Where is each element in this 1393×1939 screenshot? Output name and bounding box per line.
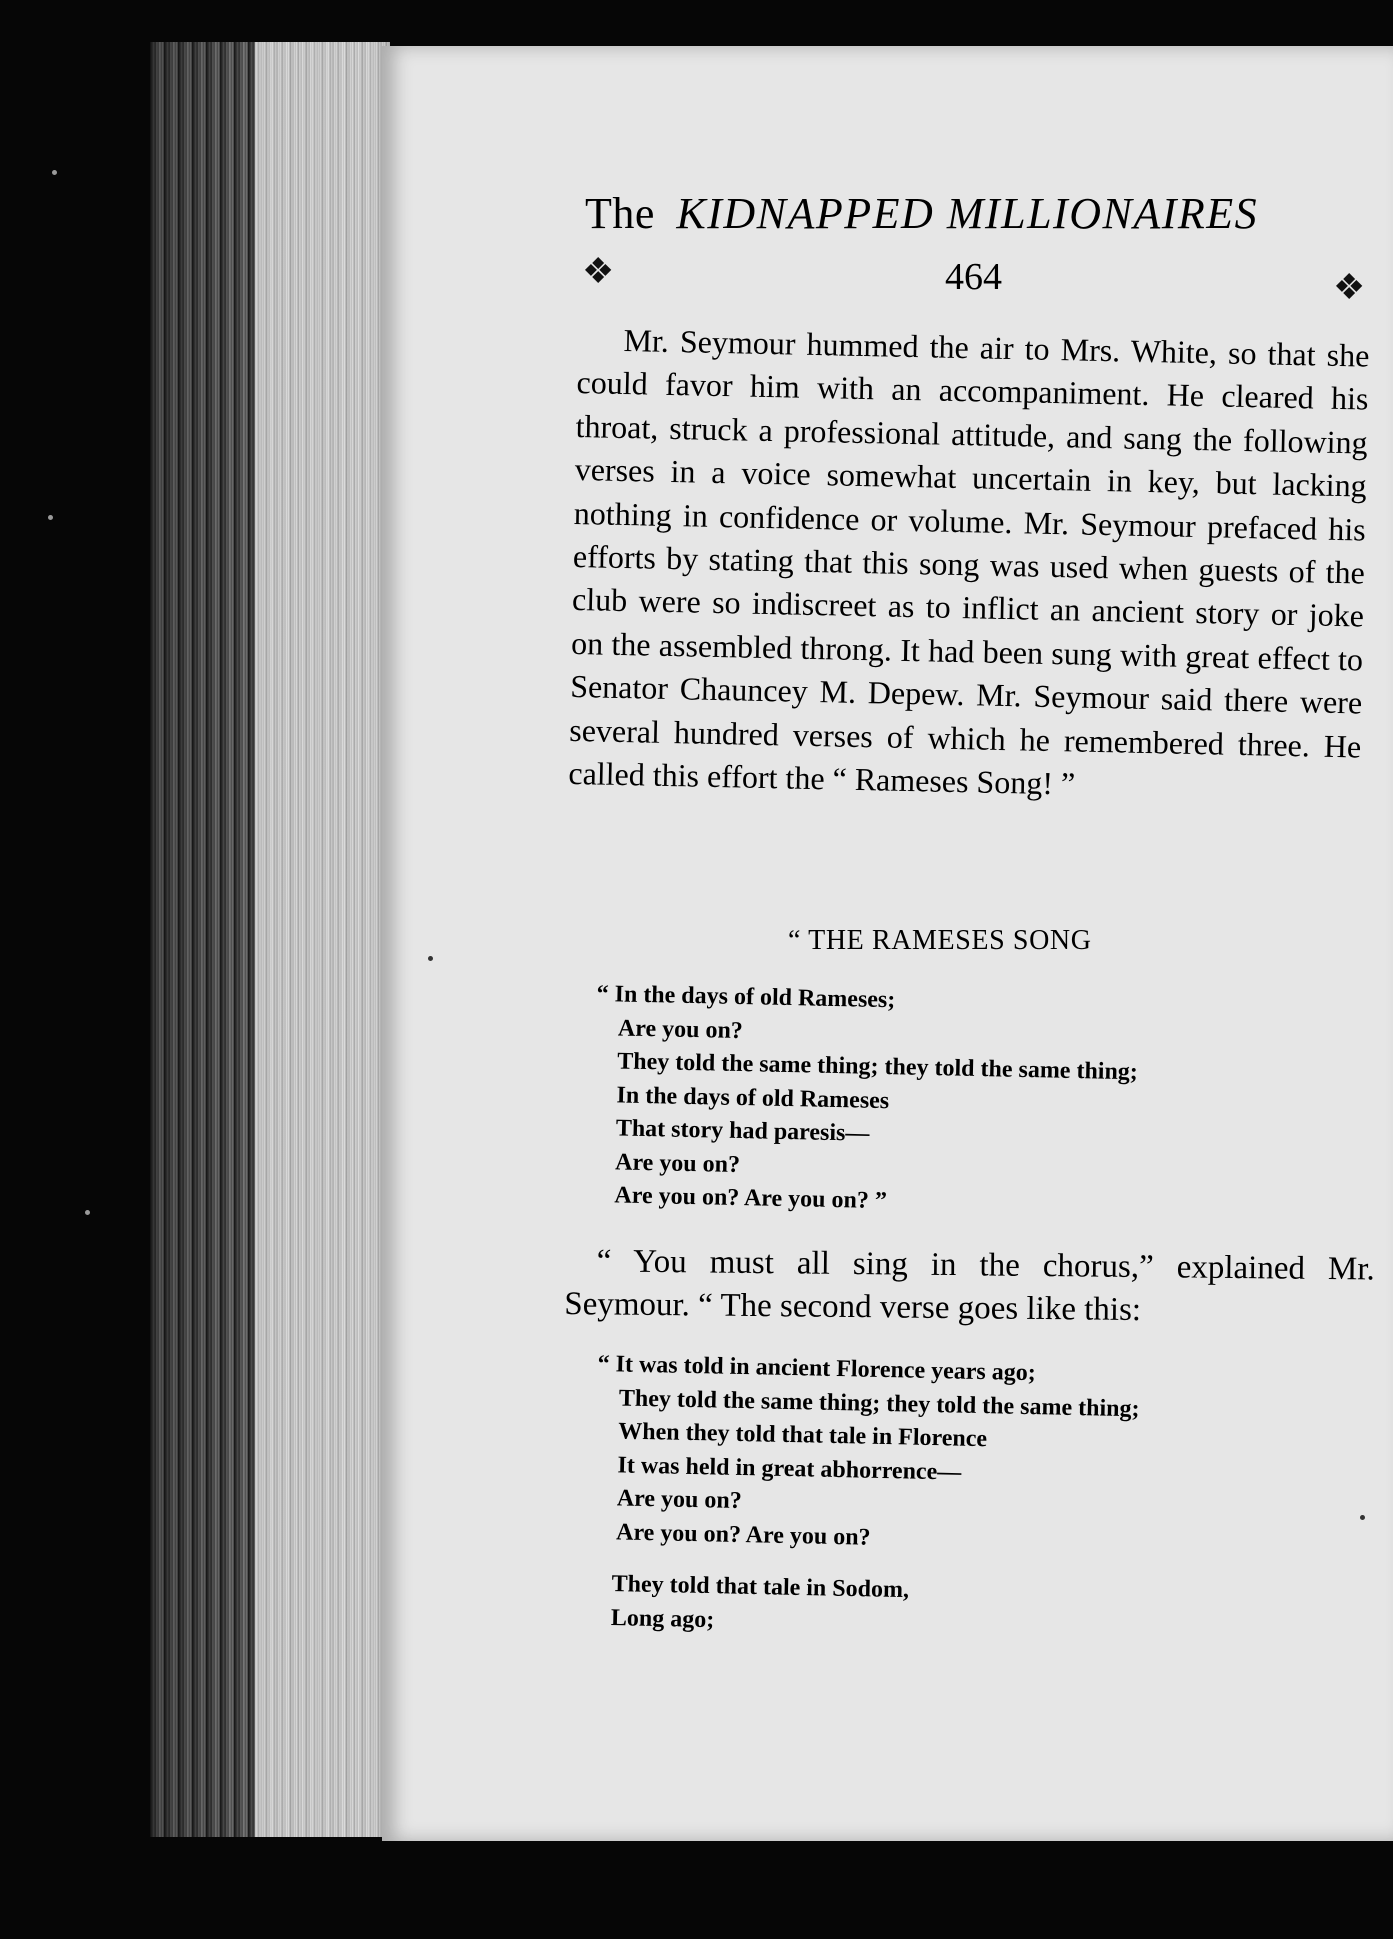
ornament-left-icon: ❖: [582, 251, 615, 291]
ornament-right-icon: ❖: [1333, 267, 1366, 307]
verse-line: Are you on?: [614, 1148, 741, 1178]
verse-line: Are you on?: [616, 1485, 743, 1515]
verse-1: [592, 978, 1139, 1224]
verse-line: They told the same thing; they told the same thing;: [618, 1384, 1140, 1422]
verse-line: Are you on? Are you on? ”: [614, 1182, 888, 1215]
dust-speck: [1360, 1515, 1365, 1520]
running-head-title: KIDNAPPED MILLIONAIRES: [676, 189, 1259, 238]
verse-line: They told the same thing; they told the same thing;: [616, 1048, 1139, 1086]
verse-line: “ It was told in ancient Florence years ago;: [597, 1350, 1037, 1387]
verse-3: [611, 1568, 910, 1641]
verse-line: That story had paresis—: [615, 1115, 870, 1147]
verse-line: When they told that tale in Florence: [617, 1418, 988, 1453]
verse-line: “ In the days of old Rameses;: [596, 980, 896, 1014]
page-edges-light: [255, 42, 390, 1837]
dust-speck: [52, 170, 57, 175]
dust-speck: [85, 1210, 90, 1215]
verse-line: Are you on?: [617, 1014, 744, 1044]
running-head: [585, 188, 1375, 239]
dust-speck: [48, 515, 53, 520]
paragraph-2: “ You must all sing in the chorus,” explained Mr. Seymour. “ The second verse goes like this:: [564, 1243, 1375, 1329]
verse-2: [594, 1348, 1141, 1560]
running-head-prefix: The: [585, 189, 655, 238]
dust-speck: [428, 956, 433, 961]
verse-line: It was held in great abhorrence—: [617, 1451, 962, 1486]
paragraph-1: Mr. Seymour hummed the air to Mrs. White, so that she could favor him with an accompaniment. He cleared his throat, struck a professional attitude, and sang the following verses in a voice somewhat uncertain in key, but lacking nothing in confidence or volume. Mr. Seymour prefaced his efforts by stating that this song was used when guests of the club were so indiscreet as to inflict an ancient story or joke on the assembled throng. It had been sung with great effect to Senator Chauncey M. Depew. Mr. Seymour said there were several hundred verses of which he remembered three. He called this effort the “ Rameses Song! ”: [568, 321, 1370, 802]
verse-line: Long ago;: [610, 1604, 715, 1633]
song-title: “ THE RAMESES SONG: [788, 925, 1092, 956]
verse-line: Are you on? Are you on?: [615, 1518, 871, 1551]
page-number: 464: [945, 256, 1002, 298]
verse-line: In the days of old Rameses: [616, 1081, 890, 1114]
verse-line: They told that tale in Sodom,: [611, 1570, 910, 1604]
